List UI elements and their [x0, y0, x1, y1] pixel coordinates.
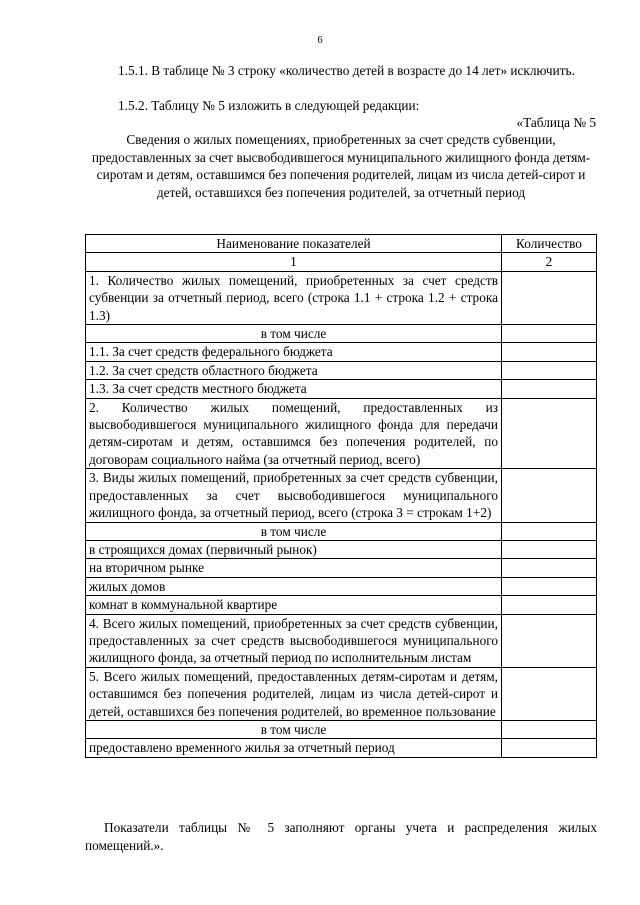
table-row — [86, 596, 597, 614]
row-value — [502, 577, 597, 595]
row-label: 4. Всего жилых помещений, приобретенных за счет средств субвенции, предоставленных за счет средств высвободившегося муниципального жилищного фонда, за отчетный период по исполнительным листам — [86, 614, 502, 667]
row-label: 2. Количество жилых помещений, предоставленных из высвободившегося муниципального жилищного фонда для передачи детям-сиротам и детям, оставшимся без попечения родителей, по договорам социального найма (за отчетный период, всего) — [86, 398, 502, 469]
row-value — [502, 720, 597, 738]
row-value — [502, 469, 597, 522]
table-row — [86, 271, 597, 324]
row-label: 1. Количество жилых помещений, приобретенных за счет средств субвенции за отчетный период, всего (строка 1.1 + строка 1.2 + строка 1.3) — [86, 271, 502, 324]
row-label: 1.3. За счет средств местного бюджета — [86, 380, 502, 398]
row-value — [502, 739, 597, 757]
row-value — [502, 559, 597, 577]
table-column-number-row — [86, 253, 597, 271]
row-label: 1.2. За счет средств областного бюджета — [86, 361, 502, 379]
table-row — [86, 325, 597, 343]
row-label: 3. Виды жилых помещений, приобретенных за счет средств субвенции, предоставленных за счет высвободившегося муниципального жилищного фонда, за отчетный период, всего (строка 3 = строкам 1+2) — [86, 469, 502, 522]
table-row — [86, 614, 597, 667]
row-label: в том числе — [86, 720, 502, 738]
table-row — [86, 343, 597, 361]
table-note: Показатели таблицы № 5 заполняют органы учета и распределения жилых помещений.». — [85, 820, 597, 853]
row-label: предоставлено временного жилья за отчетный период — [86, 739, 502, 757]
row-value — [502, 325, 597, 343]
row-value — [502, 596, 597, 614]
header-indicator-name: Наименование показателей — [86, 235, 502, 253]
table-row — [86, 380, 597, 398]
row-value — [502, 540, 597, 558]
table-row — [86, 522, 597, 540]
row-value — [502, 271, 597, 324]
paragraph-1-5-1: 1.5.1. В таблице № 3 строку «количество детей в возрасте до 14 лет» исключить. — [118, 63, 575, 78]
table-title: Сведения о жилых помещениях, приобретенных за счет средств субвенции, предоставленных за счет высвободившегося муниципального жилищного фонда детям-сиротам и детям, оставшимся без попечения родителей, лицам из числа детей-сирот и детей, оставшихся без попечения родителей, за отчетный период — [91, 132, 591, 200]
row-value — [502, 343, 597, 361]
row-value — [502, 667, 597, 720]
row-label: в том числе — [86, 522, 502, 540]
paragraph-1-5-2: 1.5.2. Таблицу № 5 изложить в следующей редакции: — [118, 98, 420, 113]
table-row — [86, 720, 597, 738]
row-label: комнат в коммунальной квартире — [86, 596, 502, 614]
table-row — [86, 540, 597, 558]
row-label: в строящихся домах (первичный рынок) — [86, 540, 502, 558]
row-value — [502, 380, 597, 398]
table-row — [86, 361, 597, 379]
row-label: на вторичном рынке — [86, 559, 502, 577]
page-number: 6 — [317, 35, 323, 46]
table-row — [86, 559, 597, 577]
table-header-row — [86, 235, 597, 253]
header-quantity: Количество — [502, 235, 597, 253]
row-label: в том числе — [86, 325, 502, 343]
table-row — [86, 667, 597, 720]
row-value — [502, 614, 597, 667]
table-row — [86, 398, 597, 469]
row-value — [502, 361, 597, 379]
row-value — [502, 398, 597, 469]
column-number-2: 2 — [502, 253, 597, 271]
column-number-1: 1 — [86, 253, 502, 271]
row-label: 1.1. За счет средств федерального бюджета — [86, 343, 502, 361]
report-table — [85, 234, 597, 758]
table-row — [86, 469, 597, 522]
row-label: жилых домов — [86, 577, 502, 595]
table-row — [86, 739, 597, 757]
table-row — [86, 577, 597, 595]
row-label: 5. Всего жилых помещений, предоставленных детям-сиротам и детям, оставшимся без попечения родителей, лицам из числа детей-сирот и детей, оставшихся без попечения родителей, во временное пользование — [86, 667, 502, 720]
row-value — [502, 522, 597, 540]
table-reference: «Таблица № 5 — [516, 115, 596, 130]
